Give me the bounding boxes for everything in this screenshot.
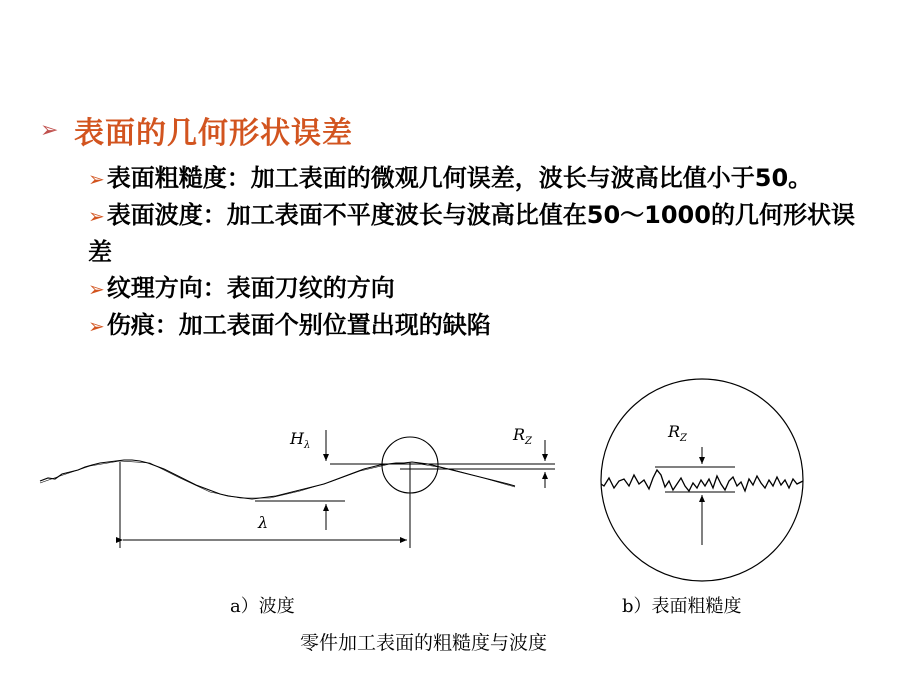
h-lambda-label: $H_\lambda$ [290,429,311,451]
lambda-label: λ [258,513,269,532]
arrow-bullet-icon: ➢ [88,277,105,301]
bullet-text: 表面粗糙度：加工表面的微观几何误差，波长与波高比值小于50。 [106,164,813,192]
bullet-text: 纹理方向：表面刀纹的方向 [106,274,395,302]
arrow-bullet-icon: ➢ [88,314,105,338]
rz-label-b: $R_Z$ [668,422,687,444]
arrow-bullet-icon: ➢ [40,117,59,143]
roughness-profile [598,470,803,491]
caption-b: b）表面粗糙度 [622,596,742,617]
waviness-profile [40,460,515,499]
heading-text: 表面的几何形状误差 [74,116,353,151]
caption-a: a）波度 [230,596,295,617]
arrow-bullet-icon: ➢ [88,204,105,228]
figure-caption: 零件加工表面的粗糙度与波度 [300,632,548,654]
bullet-text: 伤痕：加工表面个别位置出现的缺陷 [106,311,491,339]
arrow-bullet-icon: ➢ [88,167,105,191]
bullet-text: 表面波度：加工表面不平度波长与波高比值在50～1000的几何形状误差 [88,201,855,266]
rz-label-a: $R_Z$ [513,425,532,447]
